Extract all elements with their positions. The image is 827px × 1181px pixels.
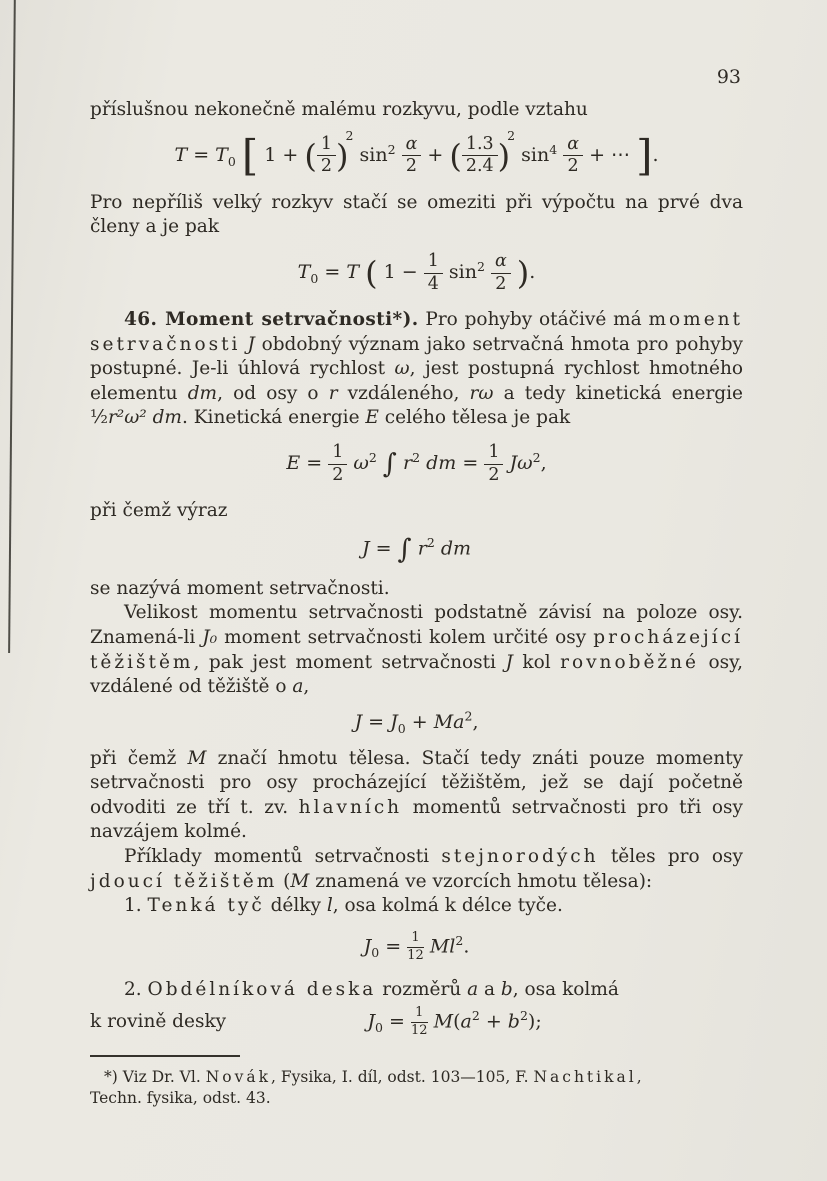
text-run: kol — [512, 651, 561, 673]
text-run: ( — [277, 870, 291, 892]
text-run: při čemž — [90, 747, 188, 769]
right-bracket: ] — [636, 130, 653, 180]
var-omega: ω — [353, 452, 369, 475]
exponent: 2 — [532, 449, 541, 465]
text-run: příslušnou nekonečně malému rozkyvu, podle vztahu — [90, 99, 588, 120]
var-J: J — [361, 537, 370, 560]
var-M: M — [433, 1010, 454, 1033]
formula-moment-of-inertia — [90, 533, 743, 565]
exponent: 2 — [412, 449, 421, 465]
var-E: E — [286, 452, 301, 475]
subscript: 0 — [375, 1020, 383, 1036]
equals-sign: = — [368, 710, 385, 733]
paragraph-example-2 — [90, 978, 743, 1003]
exponent: 2 — [426, 534, 435, 550]
var-M: M — [187, 747, 207, 769]
exponent: 2 — [471, 1008, 480, 1024]
var-a: a — [292, 676, 304, 698]
var-J0: J₀ — [202, 627, 218, 648]
denominator: 2.4 — [465, 156, 494, 177]
equals-sign: = — [462, 452, 479, 475]
paragraph-section-46 — [90, 308, 743, 431]
text-run: Pro pohyby otáčivé má — [418, 309, 649, 331]
page-number: 93 — [716, 66, 741, 88]
exponent: 2 — [464, 708, 473, 724]
text-run: , — [303, 676, 310, 698]
text-run: při čemž výraz — [90, 500, 228, 522]
plus-sign: + — [485, 1010, 502, 1033]
left-paren: ( — [449, 136, 462, 175]
var-omega: ω — [394, 358, 410, 380]
denominator: 2 — [488, 464, 500, 485]
comma: , — [472, 710, 479, 733]
var-T: T — [174, 143, 188, 166]
exponent: 2 — [507, 128, 516, 144]
text-run: 2. — [124, 978, 148, 1000]
text-run: Velikost momentu setrvačnosti podstatně závisí na poloze osy. Znamená-li — [90, 602, 743, 648]
text-run: 1. — [124, 895, 148, 917]
text-run: , osa kolmá — [512, 978, 619, 1000]
var-J: J — [354, 710, 363, 733]
var-r: r — [417, 537, 427, 560]
spaced-term: Nachtikal — [533, 1068, 637, 1087]
fraction — [563, 135, 583, 177]
var-b: b — [507, 1010, 520, 1033]
left-paren: ( — [365, 254, 378, 293]
var-T0: T — [215, 143, 228, 166]
exponent: 4 — [549, 141, 558, 157]
var-E: E — [365, 407, 379, 429]
var-romega: rω — [469, 382, 494, 404]
text-run: , jest postupná rychlost hmotného elementu — [90, 358, 743, 404]
text-run: moment setrvačnosti kolem určité osy — [217, 627, 594, 648]
var-J0: J — [363, 935, 372, 958]
subscript: 0 — [397, 720, 406, 736]
paragraph-example-1 — [90, 894, 743, 919]
numerator: 1 — [484, 443, 503, 465]
text-run: se nazývá moment setrvačnosti. — [90, 577, 390, 599]
text-run: , osa kolmá k délce tyče. — [332, 895, 563, 917]
text-run: těles pro osy — [598, 846, 743, 868]
var-J: J — [247, 333, 255, 355]
footnote-line-1 — [90, 1067, 743, 1088]
subscript: 0 — [227, 153, 236, 169]
numerator: 1 — [407, 931, 424, 948]
sin-function: sin — [448, 261, 477, 284]
var-r: r — [328, 382, 338, 404]
spaced-term: stejnorodých — [441, 846, 599, 868]
text-run: rozměrů — [376, 978, 468, 1000]
formula-thin-rod — [90, 931, 743, 964]
var-J: J — [505, 651, 513, 673]
paragraph-approximation — [90, 191, 743, 240]
var-J0: J — [390, 710, 398, 733]
var-M: M — [290, 870, 310, 892]
term: 1 − — [383, 261, 418, 284]
subscript: 0 — [371, 945, 380, 961]
var-dm: dm — [440, 537, 472, 560]
var-dm: dm — [426, 452, 457, 475]
line-with-formula — [90, 1006, 743, 1039]
fraction — [424, 252, 443, 294]
var-T: T — [346, 261, 360, 284]
exponent: 2 — [345, 128, 354, 144]
semicolon: ; — [535, 1010, 542, 1033]
plus-sign: + — [427, 143, 444, 166]
numerator: α — [563, 135, 583, 157]
plus-sign: + — [411, 710, 428, 733]
denominator: 2 — [320, 156, 333, 177]
exponent: 2 — [519, 1008, 528, 1024]
numerator: 1 — [411, 1006, 428, 1023]
formula-period-series — [90, 128, 743, 180]
integral-sign: ∫ — [397, 533, 412, 565]
text-run: k rovině desky — [90, 1011, 227, 1033]
exponent: 2 — [476, 258, 485, 274]
ellipsis-term: + ⋯ — [589, 143, 631, 166]
numerator: 1.3 — [462, 135, 498, 157]
comma: , — [540, 452, 547, 475]
sin-function: sin — [521, 143, 550, 166]
var-T0: T — [297, 261, 311, 284]
paragraph-intro — [90, 98, 743, 123]
spaced-term: Obdélníková deska — [147, 978, 377, 1000]
term: 1 + — [264, 143, 299, 166]
fraction — [407, 931, 424, 964]
formula-parallel-axis — [90, 708, 743, 736]
right-paren: ) — [516, 254, 530, 293]
denominator: 2 — [405, 156, 418, 177]
formula-period-approx — [90, 252, 743, 294]
text-run: obdobný význam jako setrvačná hmota pro pohyby postupné. Je-li úhlová rychlost — [90, 333, 743, 380]
formula-rect-plate — [226, 1006, 683, 1039]
paragraph-while-expression — [90, 499, 743, 524]
text-run: *) Viz Dr. Vl. — [104, 1068, 206, 1087]
section-heading: 46. Moment setrvačnosti*). — [124, 309, 419, 331]
denominator: 2 — [332, 464, 344, 485]
period: . — [529, 261, 536, 284]
denominator: 2 — [567, 156, 579, 177]
fraction — [484, 443, 503, 485]
right-paren: ) — [336, 136, 349, 175]
text-run: Příklady momentů setrvačnosti — [124, 846, 442, 868]
spaced-term: procházející těžištěm — [90, 627, 743, 673]
var-l: l — [326, 895, 333, 917]
text-run: . Kinetická energie — [181, 407, 366, 429]
denominator: 12 — [411, 1023, 428, 1039]
spaced-term: Novák — [205, 1068, 271, 1087]
spaced-term: rovnoběžné — [560, 651, 699, 673]
fraction — [402, 135, 422, 177]
text-run: , od osy o — [217, 382, 329, 404]
text-run: a tedy kinetická energie ½ — [90, 382, 743, 429]
spaced-term: moment setrvačnosti — [90, 309, 743, 355]
denominator: 2 — [495, 273, 507, 294]
text-run: osy, vzdálené od těžiště o — [90, 651, 743, 698]
footnote-line-2 — [90, 1088, 743, 1109]
page-content — [90, 98, 743, 1109]
var-J0: J — [367, 1010, 376, 1033]
var-Ma: Ma — [433, 710, 465, 733]
fraction — [411, 1006, 428, 1039]
numerator: 1 — [328, 443, 347, 465]
sin-function: sin — [359, 143, 388, 166]
left-paren: ( — [453, 1010, 461, 1033]
exponent: 2 — [387, 141, 396, 157]
fraction — [491, 252, 511, 294]
page-edge-line — [8, 0, 16, 653]
text-run: momentů setrvačnosti pro tři osy navzájem kolmé. — [90, 796, 743, 843]
period: . — [463, 935, 470, 958]
var-dm: dm — [187, 382, 218, 404]
text-run: Pro nepříliš velký rozkyv stačí se omeziti při výpočtu na prvé dva členy a je pak — [90, 191, 743, 238]
spaced-term: Tenká tyč — [147, 895, 265, 917]
integral-sign: ∫ — [382, 448, 397, 480]
var-r: r — [403, 452, 413, 475]
spaced-term: hlavních — [298, 796, 403, 818]
exponent: 2 — [368, 449, 377, 465]
equals-sign: = — [324, 261, 341, 284]
fraction — [462, 135, 498, 177]
var-Ml: Ml — [429, 935, 456, 958]
text-run: , — [636, 1068, 642, 1087]
text-run: znamená ve vzorcích hmotu tělesa): — [309, 870, 653, 892]
left-paren: ( — [304, 136, 317, 175]
fraction — [317, 135, 336, 177]
equals-sign: = — [385, 935, 402, 958]
numerator: 1 — [317, 135, 336, 157]
equals-sign: = — [389, 1010, 405, 1033]
exponent: 2 — [455, 932, 464, 948]
paragraph-examples-intro — [90, 845, 743, 894]
text-run: , pak jest moment setrvačnosti — [193, 651, 506, 673]
spaced-term: jdoucí těžištěm — [90, 870, 278, 892]
paragraph-is-called — [90, 577, 743, 602]
var-omega: ω — [517, 452, 533, 475]
var-J: J — [509, 452, 518, 475]
numerator: α — [491, 252, 511, 274]
footnote — [90, 1067, 743, 1109]
var-a: a — [467, 978, 479, 1000]
text-run: vzdáleného, — [337, 382, 470, 404]
subscript: 0 — [310, 270, 319, 286]
right-paren: ) — [497, 136, 511, 175]
equals-sign: = — [375, 537, 392, 560]
denominator: 4 — [427, 273, 439, 294]
var-energy-term: r²ω² dm — [107, 407, 182, 429]
equals-sign: = — [306, 452, 323, 475]
left-bracket: [ — [241, 130, 259, 180]
var-a: a — [460, 1010, 472, 1033]
right-paren: ) — [527, 1010, 536, 1033]
text-run: délky — [264, 895, 327, 917]
text-run: značí hmotu tělesa. Stačí tedy znáti pouze momenty setrvačnosti pro osy procházející těžištěm, jež se dají početně odvoditi ze tří t. zv. — [90, 747, 744, 818]
denominator: 12 — [407, 947, 424, 963]
text-run: a — [478, 978, 501, 1000]
period: . — [652, 143, 659, 166]
text-run: celého tělesa je pak — [378, 407, 571, 429]
numerator: α — [402, 135, 422, 157]
equals-sign: = — [193, 143, 210, 166]
numerator: 1 — [424, 252, 443, 274]
fraction — [328, 443, 347, 485]
text-run: Techn. fysika, odst. 43. — [90, 1089, 271, 1108]
var-b: b — [500, 978, 513, 1000]
paragraph-parallel-axis — [90, 601, 743, 699]
formula-kinetic-energy — [90, 443, 743, 485]
paragraph-principal-moments — [90, 747, 743, 845]
footnote-rule — [90, 1055, 240, 1057]
text-run: , Fysika, I. díl, odst. 103—105, F. — [271, 1068, 534, 1087]
